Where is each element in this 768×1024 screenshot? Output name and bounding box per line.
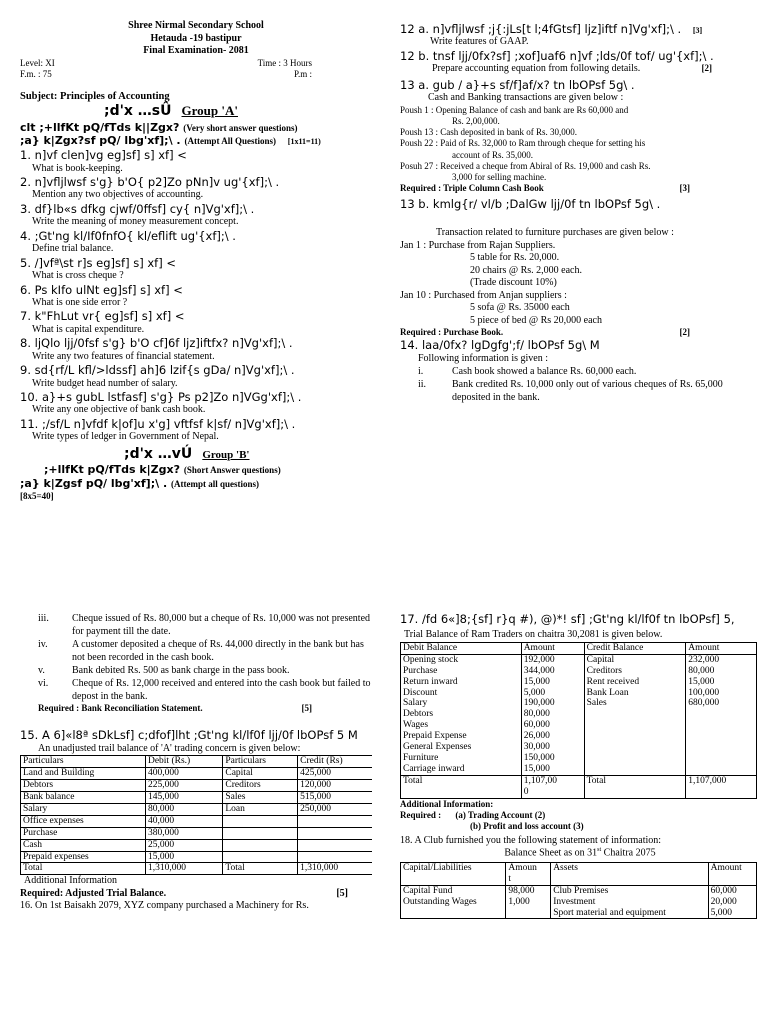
q18-sheet-title-sup: st (597, 847, 602, 854)
q15-marks: [5] (336, 887, 348, 899)
list-item-text: Cheque of Rs. 12,000 received and entered into the cash book but failed to depost in the bank. (72, 678, 371, 702)
q15-additional-title: Additional Information (24, 875, 118, 887)
table-cell: 25,000 (145, 839, 222, 851)
q17-question: 17. /fd 6«]8;{sf] r}q #), @)*! sf] ;Gt'ng kl/lf0f tn lbOPsf] 5, (400, 612, 735, 626)
question-en-text: Define trial balance. (32, 243, 114, 255)
transaction-line: Rs. 2,00,000. (452, 115, 500, 126)
table-cell: 60,000 20,000 5,000 (708, 885, 756, 919)
q12a-english: Write features of GAAP. (430, 36, 529, 48)
q13b-label: 13 b. (400, 196, 430, 211)
table-cell: 400,000 (145, 768, 222, 780)
question-np-text: n]vfljlwsf s'g} b'O{ p2]Zo pNn]v ug'{xf];\ . (34, 175, 280, 189)
table-cell: 192,000 344,000 15,000 5,000 190,000 80,000 60,000 26,000 30,000 150,000 15,000 (521, 654, 584, 775)
question-en-text: Mention any two objectives of accounting. (32, 189, 204, 201)
q18-sheet-title (400, 847, 760, 860)
q14-marks: [5] (301, 703, 312, 713)
table-cell: Total (584, 775, 686, 798)
full-marks-text: F.m. : 75 (20, 68, 52, 79)
q17-table-body (401, 654, 757, 798)
q13b-required: Required : Purchase Book. (400, 327, 504, 337)
level-text: Level: XI (20, 57, 55, 68)
group-b-instruction-1 (20, 463, 372, 477)
q12b-label: 12 b. (400, 48, 430, 63)
list-item-number: i. (418, 366, 424, 378)
list-item-text: Bank credited Rs. 10,000 only out of various cheques of Rs. 65,000 deposited in the bank. (452, 379, 723, 404)
table-cell: Cash (21, 839, 146, 851)
q13a-required: Required : Triple Column Cash Book (400, 183, 544, 194)
q13b-question (400, 197, 760, 211)
question-en-text: Write budget head number of salary. (32, 377, 178, 389)
school-name: Shree Nirmal Secondary School (128, 20, 264, 31)
table-cell: 1,310,000 (298, 863, 372, 875)
table-row (21, 803, 373, 815)
q16-partial-text: 16. On 1st Baisakh 2079, XYZ company purchased a Machinery for Rs. (20, 900, 309, 912)
q13b-required-row (400, 327, 760, 338)
table-header-cell: Assets (551, 862, 708, 885)
question-np-text: ;Gt'ng kl/If0fnfO{ kl/eflift ug'{xf];\ . (34, 228, 236, 243)
group-a-heading (104, 103, 372, 121)
table-cell: Debtors (21, 779, 146, 791)
group-a-title: Group 'A' (181, 103, 238, 119)
question-en-text: Write any one objective of bank cash book. (32, 404, 206, 416)
q15-label: 15. (20, 728, 39, 743)
q15-table-header (21, 756, 373, 768)
q14-required-row (20, 703, 372, 714)
table-cell: Total (21, 863, 146, 875)
table-row (21, 863, 373, 875)
table-cell: 15,000 (145, 851, 222, 863)
question-np-text: n]vf clen]vg eg]sf] s] xf] < (34, 148, 187, 163)
subject-title: Subject: Principles of Accounting (20, 91, 170, 102)
q18-table-header (401, 862, 757, 885)
question-number: 1. (20, 148, 31, 163)
question-number: 8. (20, 336, 31, 351)
question-np-text: ;/sf/L n]vfdf k|of]u x'g] vftfsf k|sf/ n]Vg'xf];\ . (41, 416, 296, 431)
q18-table-body (401, 885, 757, 919)
table-row (21, 827, 373, 839)
question-np-text: a}+s gubL lstfasf] s'g} Ps p2]Zo n]VGg'xf];\ . (41, 390, 302, 404)
table-cell (223, 827, 298, 839)
question-en-text: What is capital expenditure. (32, 323, 145, 335)
table-cell: 40,000 (145, 815, 222, 827)
transaction-line: 5 sofa @ Rs. 35000 each (470, 302, 570, 313)
school-address: Hetauda -19 bastipur (150, 32, 242, 44)
q17-required-label: Required : (400, 810, 442, 821)
q15-question (20, 728, 372, 742)
table-header-cell: Amount (521, 642, 584, 654)
group-a-inst-np2: ;a} k|Zgx?sf pQ/ lbg'xf];\ . (20, 134, 181, 148)
table-cell: 380,000 (145, 827, 222, 839)
question-np-text: Ps kIfo ulNt eg]sf] s] xf] < (34, 282, 183, 297)
question-en-text: What is book-keeping. (32, 162, 123, 174)
q13a-lines (400, 105, 760, 184)
list-item (38, 638, 372, 664)
question-en-text: What is one side error ? (32, 296, 128, 308)
group-a-question (20, 148, 372, 162)
q14-item-list-bottom (38, 612, 372, 703)
group-a-instruction-1 (20, 121, 372, 135)
q14-item-list-top (418, 365, 760, 404)
table-cell: Purchase (21, 827, 146, 839)
group-b-inst-en1: (Short Answer questions) (183, 465, 281, 476)
exam-title: Final Examination- 2081 (143, 45, 249, 56)
table-cell: 425,000 (298, 768, 372, 780)
table-header-cell: Credit (Rs) (298, 756, 372, 768)
transaction-line: Jan 1 : Purchase from Rajan Suppliers. (400, 239, 556, 251)
list-item-number: iii. (38, 613, 49, 624)
transaction-line: 5 table for Rs. 20,000. (470, 252, 560, 263)
q15-table-body (21, 768, 373, 875)
page-bottom-right (400, 612, 760, 1024)
question-en-text: Write types of ledger in Government of Nepal. (32, 431, 219, 443)
q12a-np: n]vfljlwsf ;j{:jLs[t l;4fGtsf] ljz]iftf n]Vg'xf];\ . (432, 22, 682, 36)
table-header-cell: Debit (Rs.) (145, 756, 222, 768)
q13b-np: kmlg{r/ vl/b ;DalGw ljj/0f tn lbOPsf 5g\ . (432, 196, 661, 211)
q12a-question (400, 22, 760, 36)
transaction-line: 20 chairs @ Rs. 2,000 each. (470, 264, 582, 276)
table-cell (298, 839, 372, 851)
group-b-marks: [8x5=40] (20, 490, 54, 501)
list-item-number: v. (38, 665, 45, 676)
table-header-cell: Credit Balance (584, 642, 686, 654)
q14-intro: Following information is given : (418, 352, 548, 364)
group-a-question (20, 283, 372, 297)
list-item (38, 664, 372, 677)
group-b-title: Group 'B' (202, 448, 250, 461)
table-cell: Creditors (223, 779, 298, 791)
group-b-np-title: ;d'x …vÚ (124, 445, 193, 462)
level-time-row (20, 58, 372, 69)
list-item-text: A customer deposited a cheque of Rs. 44,000 directly in the bank but has not been recorded in the cash book. (72, 639, 364, 663)
q13a-question (400, 78, 760, 92)
page-bottom-left (20, 612, 372, 1024)
table-row (21, 779, 373, 791)
table-row (21, 768, 373, 780)
transaction-line: account of Rs. 35,000. (452, 149, 533, 160)
list-item (38, 677, 372, 703)
list-item-text: Bank debited Rs. 500 as bank charge in the pass book. (72, 665, 290, 676)
table-cell (298, 815, 372, 827)
q15-np: A 6]«l8ª sDkLsf] c;dfof]lht ;Gt'ng kl/lf0f ljj/0f lbOPsf 5 M (41, 728, 358, 743)
q13a-np: gub / a}+s sf/f]af/x? tn lbOPsf 5g\ . (432, 77, 635, 92)
table-cell: Office expenses (21, 815, 146, 827)
time-text: Time : 3 Hours (257, 57, 312, 68)
q17-additional-title: Additional Information: (400, 798, 494, 809)
table-cell: 145,000 (145, 791, 222, 803)
q17-required-a-row (400, 810, 760, 821)
table-cell: Capital Creditors Rent received Bank Loan Sales (584, 654, 686, 775)
table-cell: Salary (21, 803, 146, 815)
table-row (401, 885, 757, 919)
question-np-text: sd{rf/L kfl/>ldssf] ah]6 lzif{s gDa/ n]Vg'xf];\ . (34, 363, 295, 378)
table-cell: Opening stock Purchase Return inward Discount Salary Debtors Wages Prepaid Expense General Expenses Furniture Carriage inward (401, 654, 522, 775)
q12a-label: 12 a. (400, 22, 429, 36)
table-cell: Land and Building (21, 768, 146, 780)
group-b-inst-np1: ;+llfKt pQ/fTds k|Zgx? (44, 463, 180, 477)
question-number: 6. (20, 282, 31, 297)
page-top-right (400, 22, 760, 562)
table-cell: 232,000 80,000 15,000 100,000 680,000 (686, 654, 757, 775)
q18-balance-sheet-table (400, 862, 757, 920)
question-number: 7. (20, 309, 31, 324)
list-item (38, 612, 372, 638)
table-cell: Loan (223, 803, 298, 815)
table-header-cell: Amount (686, 642, 757, 654)
table-cell (223, 815, 298, 827)
transaction-line: Poush 22 : Paid of Rs. 32,000 to Ram through cheque for setting his (400, 138, 646, 149)
list-item-number: vi. (38, 678, 49, 689)
q18-sheet-title-pre: Balance Sheet as on 31 (504, 847, 598, 859)
list-item (418, 378, 760, 404)
group-a-question-list (20, 148, 372, 444)
q15-required-row (20, 888, 372, 901)
q13b-marks: [2] (679, 327, 690, 337)
q18-question: 18. A Club furnished you the following statement of information: (400, 834, 662, 846)
table-cell (223, 839, 298, 851)
q13a-marks: [3] (679, 183, 690, 194)
q14-question (400, 338, 760, 352)
transaction-line: Jan 10 : Purchased from Anjan suppliers : (400, 289, 567, 301)
question-number: 4. (20, 228, 31, 243)
group-b-inst-np2: ;a} k|Zgsf pQ/ lbg'xf];\ . (20, 477, 168, 490)
transaction-line: Poush 13 : Cash deposited in bank of Rs. 30,000. (400, 127, 577, 138)
q13a-required-row (400, 183, 760, 194)
transaction-line: Poush 1 : Opening Balance of cash and bank are Rs 60,000 and (400, 104, 629, 115)
table-cell: 225,000 (145, 779, 222, 791)
group-a-question (20, 202, 372, 216)
transaction-line: Posuh 27 : Received a cheque from Abiral of Rs. 19,000 and cash Rs. (400, 160, 651, 171)
group-a-question (20, 229, 372, 243)
question-number: 2. (20, 175, 31, 189)
table-row (21, 839, 373, 851)
q13a-label: 13 a. (400, 77, 429, 92)
pass-marks-text: P.m : (293, 68, 312, 79)
group-a-question (20, 417, 372, 431)
group-a-question (20, 175, 372, 189)
list-item-text: Cheque issued of Rs. 80,000 but a cheque of Rs. 10,000 was not presented for payment till the date. (72, 613, 371, 637)
question-number: 9. (20, 363, 31, 378)
q13b-lines (400, 240, 760, 328)
q17-trial-balance-table (400, 642, 757, 799)
q12b-np: tnsf ljj/0fx?sf] ;xof]uaf6 n]vf ;lds/0f tof/ ug'{xf];\ . (432, 48, 714, 63)
table-cell: Total (401, 775, 522, 798)
table-cell (223, 851, 298, 863)
table-cell (298, 827, 372, 839)
table-cell: Capital (223, 768, 298, 780)
question-en-text: What is cross cheque ? (32, 270, 124, 281)
page-top-left (20, 20, 372, 550)
table-cell: Total (223, 863, 298, 875)
table-cell: 1,107,00 0 (521, 775, 584, 798)
group-b-instruction-2 (20, 477, 372, 491)
table-header-cell: Amount (708, 862, 756, 885)
table-cell: Bank balance (21, 791, 146, 803)
q15-intro: An unadjusted trail balance of 'A' trading concern is given below: (38, 742, 301, 754)
group-a-inst-en1: (Very short answer questions) (183, 122, 298, 133)
q12a-marks: [3] (692, 26, 703, 35)
group-a-question (20, 309, 372, 323)
question-number: 10. (20, 390, 39, 404)
group-a-inst-np1: clt ;+llfKt pQ/fTds k||Zgx? (20, 120, 180, 134)
q14-required: Required : Bank Reconciliation Statement. (38, 703, 203, 713)
question-np-text: /]vfª\st r]s eg]sf] s] xf] < (34, 255, 176, 270)
q14-np: laa/0fx? lgDgfg';f/ lbOPsf 5g\ M (421, 338, 600, 353)
q15-trial-balance-table (20, 755, 372, 875)
table-header-cell: Particulars (223, 756, 298, 768)
table-header-cell: Particulars (21, 756, 146, 768)
q14-label: 14. (400, 338, 419, 353)
table-cell: Capital Fund Outstanding Wages (401, 885, 506, 919)
table-cell: 80,000 (145, 803, 222, 815)
q17-table-header (401, 642, 757, 654)
group-a-np-title: ;d'x …sÛ (104, 103, 172, 120)
q13a-intro: Cash and Banking transactions are given below : (428, 92, 624, 104)
group-a-inst-en2: (Attempt All Questions) (184, 136, 276, 147)
question-en-text: Write any two features of financial statement. (32, 350, 215, 362)
table-row (21, 815, 373, 827)
table-row (21, 791, 373, 803)
group-a-instruction-2 (20, 134, 372, 148)
list-item-text: Cash book showed a balance Rs. 60,000 each. (452, 366, 637, 378)
q13b-intro: Transaction related to furniture purchases are given below : (436, 227, 674, 238)
question-number: 11. (20, 416, 39, 431)
table-cell: 250,000 (298, 803, 372, 815)
q15-required: Required: Adjusted Trial Balance. (20, 887, 167, 899)
list-item-number: iv. (38, 639, 48, 650)
q17-intro: Trial Balance of Ram Traders on chaitra 30,2081 is given below. (404, 629, 663, 641)
table-header-cell: Capital/Liabilities (401, 862, 506, 885)
table-cell: Prepaid expenses (21, 851, 146, 863)
group-a-question (20, 336, 372, 350)
question-np-text: k"FhLut vr{ eg]sf] s] xf] < (34, 309, 185, 324)
table-cell: Sales (223, 791, 298, 803)
table-header-cell: Amoun t (506, 862, 551, 885)
table-row (401, 654, 757, 775)
q12b-intro-row (400, 63, 760, 76)
table-header-cell: Debit Balance (401, 642, 522, 654)
group-b-inst-en2: (Attempt all questions) (170, 479, 259, 489)
table-row (401, 775, 757, 798)
table-cell: 1,310,000 (145, 863, 222, 875)
table-cell: Club Premises Investment Sport material and equipment (551, 885, 708, 919)
table-cell: 1,107,000 (686, 775, 757, 798)
group-a-question (20, 256, 372, 270)
q18-sheet-title-post: Chaitra 2075 (601, 847, 656, 859)
q12b-question (400, 49, 760, 63)
question-number: 5. (20, 255, 31, 270)
table-row (21, 851, 373, 863)
group-a-question (20, 390, 372, 404)
group-b-heading (124, 446, 372, 464)
q17-required-a: (a) Trading Account (2) (455, 810, 546, 821)
table-cell: 98,000 1,000 (506, 885, 551, 919)
transaction-line: (Trade discount 10%) (470, 277, 557, 288)
table-cell (298, 851, 372, 863)
question-np-text: ljQlo ljj/0fsf s'g} b'O cf]6f ljz]iftfx? n]Vg'xf];\ . (34, 336, 293, 351)
group-a-marks: [1x11=11) (287, 137, 321, 147)
q12b-intro: Prepare accounting equation from following details. (432, 63, 641, 75)
question-en-text: Write the meaning of money measurement concept. (32, 216, 239, 228)
transaction-line: 5 piece of bed @ Rs 20,000 each (470, 314, 602, 326)
table-cell: 120,000 (298, 779, 372, 791)
transaction-line: 3,000 for selling machine. (452, 172, 547, 183)
fm-pm-row (20, 69, 372, 80)
group-a-question (20, 363, 372, 377)
list-item-number: ii. (418, 379, 427, 391)
q12b-marks: [2] (701, 63, 712, 74)
list-item (418, 365, 760, 378)
question-np-text: df}lb«s dfkg cjwf/0ffsf] cy{ n]Vg'xf];\ . (34, 201, 255, 216)
table-cell: 515,000 (298, 791, 372, 803)
question-number: 3. (20, 201, 31, 216)
q17-required-b: (b) Profit and loss account (3) (470, 821, 584, 832)
